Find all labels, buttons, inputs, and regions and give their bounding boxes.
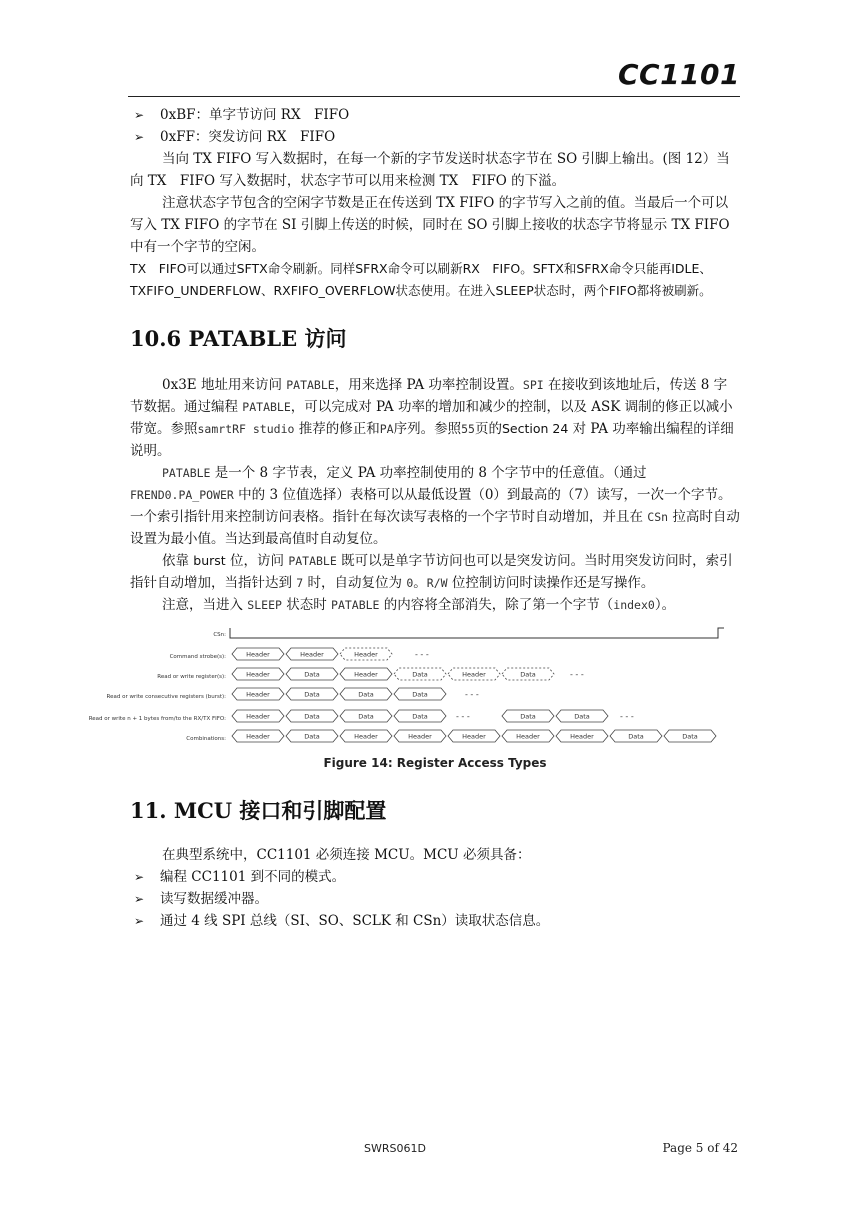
header-cell-label: Header (300, 650, 324, 659)
paragraph-fifo-flush: TX FIFO可以通过SFTX命令刷新。同样SFRX命令可以刷新RX FIFO。SFTX和SFRX命令只能再IDLE、TXFIFO_UNDERFLOW、RXFIFO_OVERFLOW状态使用。在进入SLEEP状态时，两个FIFO都将被刷新。 (130, 261, 712, 298)
bullet-text: 0xBF：单字节访问 RX FIFO (160, 107, 350, 123)
arrow-bullet-icon: ➢ (134, 892, 145, 906)
header-cell-label: Header (246, 690, 270, 699)
header-rule (128, 96, 740, 97)
paragraph-patable-address: 0x3E 地址用来访问 PATABLE，用来选择 PA 功率控制设置。SPI 在接收到该地址后，传送 8 字节数据。通过编程 PATABLE，可以完成对 PA 功率的增加和减少的控制，以及 ASK 调制的修正以减小带宽。参照samrtRF studio 推荐的修正和PA序列。参照55页的Section 24 对 PA 功率输出编程的详细说明。 (130, 377, 734, 459)
footer-page-number: Page 5 of 42 (662, 1141, 738, 1155)
arrow-bullet-icon: ➢ (134, 914, 145, 928)
header-cell-label: Header (462, 670, 486, 679)
list-item (130, 866, 740, 888)
paragraph-patable-burst: 依靠 burst 位，访问 PATABLE 既可以是单字节访问也可以是突发访问。当时用突发访问时，索引指针自动增加，当指针达到 7 时，自动复位为 0。R/W 位控制访问时读操作还是写操作。 (130, 553, 733, 591)
data-cell-label: Data (304, 670, 320, 679)
header-cell-label: Header (462, 732, 486, 741)
header-cell-label: Header (354, 732, 378, 741)
list-item (130, 910, 740, 932)
data-cell-label: Data (628, 732, 644, 741)
data-cell-label: Data (304, 732, 320, 741)
paragraph-patable-sleep: 注意，当进入 SLEEP 状态时 PATABLE 的内容将全部消失，除了第一个字节（index0）。 (162, 597, 676, 613)
register-access-diagram (88, 624, 740, 756)
data-cell-label: Data (412, 712, 428, 721)
data-cell-label: Data (304, 690, 320, 699)
paragraph-patable-table: PATABLE 是一个 8 字节表，定义 PA 功率控制使用的 8 个字节中的任意值。（通过 FREND0.PA_POWER 中的 3 位值选择）表格可以从最低设置（0）到最高的（7）读写，一次一个字节。一个索引指针用来控制访问表格。指针在每次读写表格的一个字节时自动增加，并且在 CSn 拉高时自动设置为最小值。当达到最高值时自动复位。 (130, 465, 740, 547)
paragraph-mcu-intro: 在典型系统中，CC1101 必须连接 MCU。MCU 必须具备： (162, 847, 531, 863)
data-cell-label: Data (412, 690, 428, 699)
data-cell-label: Data (520, 670, 536, 679)
arrow-bullet-icon: ➢ (134, 870, 145, 884)
list-item (130, 126, 740, 148)
ellipsis: - - - (456, 712, 470, 721)
data-cell-label: Data (412, 670, 428, 679)
row-label: CSn: (213, 632, 226, 638)
row-label: Read or write consecutive registers (burst): (106, 694, 226, 700)
data-cell-label: Data (574, 712, 590, 721)
ellipsis: - - - (570, 670, 584, 679)
data-cell-label: Data (358, 712, 374, 721)
header-cell-label: Header (354, 670, 378, 679)
header-cell-label: Header (516, 732, 540, 741)
header-cell-label: Header (570, 732, 594, 741)
section-title-mcu-interface: 11. MCU 接口和引脚配置 (130, 798, 387, 823)
header-cell-label: Header (246, 650, 270, 659)
figure-caption: Figure 14: Register Access Types (323, 756, 547, 770)
ellipsis: - - - (465, 690, 479, 699)
data-cell-label: Data (682, 732, 698, 741)
arrow-bullet-icon: ➢ (134, 108, 145, 122)
data-cell-label: Data (304, 712, 320, 721)
bullet-text: 0xFF：突发访问 RX FIFO (160, 129, 336, 145)
footer-doc-id: SWRS061D (364, 1142, 426, 1155)
header-cell-label: Header (246, 712, 270, 721)
arrow-bullet-icon: ➢ (134, 130, 145, 144)
header-cell-label: Header (246, 670, 270, 679)
paragraph-tx-fifo-status: 当向 TX FIFO 写入数据时，在每一个新的字节发送时状态字节在 SO 引脚上输出。(图 12）当向 TX FIFO 写入数据时，状态字节可以用来检测 TX FIFO 的下溢。 (130, 151, 730, 189)
data-cell-label: Data (520, 712, 536, 721)
header-cell-label: Header (246, 732, 270, 741)
row-label: Read or write n + 1 bytes from/to the RX/TX FIFO: (88, 716, 226, 722)
row-label: Command strobe(s): (169, 654, 226, 660)
bullet-text: 通过 4 线 SPI 总线（SI、SO、SCLK 和 CSn）读取状态信息。 (160, 913, 550, 929)
paragraph-status-free-bytes: 注意状态字节包含的空闲字节数是正在传送到 TX FIFO 的字节写入之前的值。当最后一个可以写入 TX FIFO 的字节在 SI 引脚上传送的时候，同时在 SO 引脚上接收的状态字节将显示 TX FIFO 中有一个字节的空闲。 (130, 195, 730, 255)
data-cell-label: Data (358, 690, 374, 699)
list-item (130, 888, 740, 910)
cc1101-logo: CC1101 (617, 58, 740, 91)
figure-register-access-types (88, 624, 740, 774)
bullet-text: 读写数据缓冲器。 (160, 891, 268, 907)
row-label: Combinations: (186, 736, 226, 742)
ellipsis: - - - (415, 650, 429, 659)
bullet-text: 编程 CC1101 到不同的模式。 (160, 869, 346, 885)
header-cell-label: Header (354, 650, 378, 659)
list-item (130, 104, 740, 126)
ellipsis: - - - (620, 712, 634, 721)
page-content (88, 104, 740, 932)
section-title-patable: 10.6 PATABLE 访问 (130, 326, 347, 351)
row-label: Read or write register(s): (157, 674, 226, 680)
header-cell-label: Header (408, 732, 432, 741)
csn-signal-line (230, 628, 724, 638)
